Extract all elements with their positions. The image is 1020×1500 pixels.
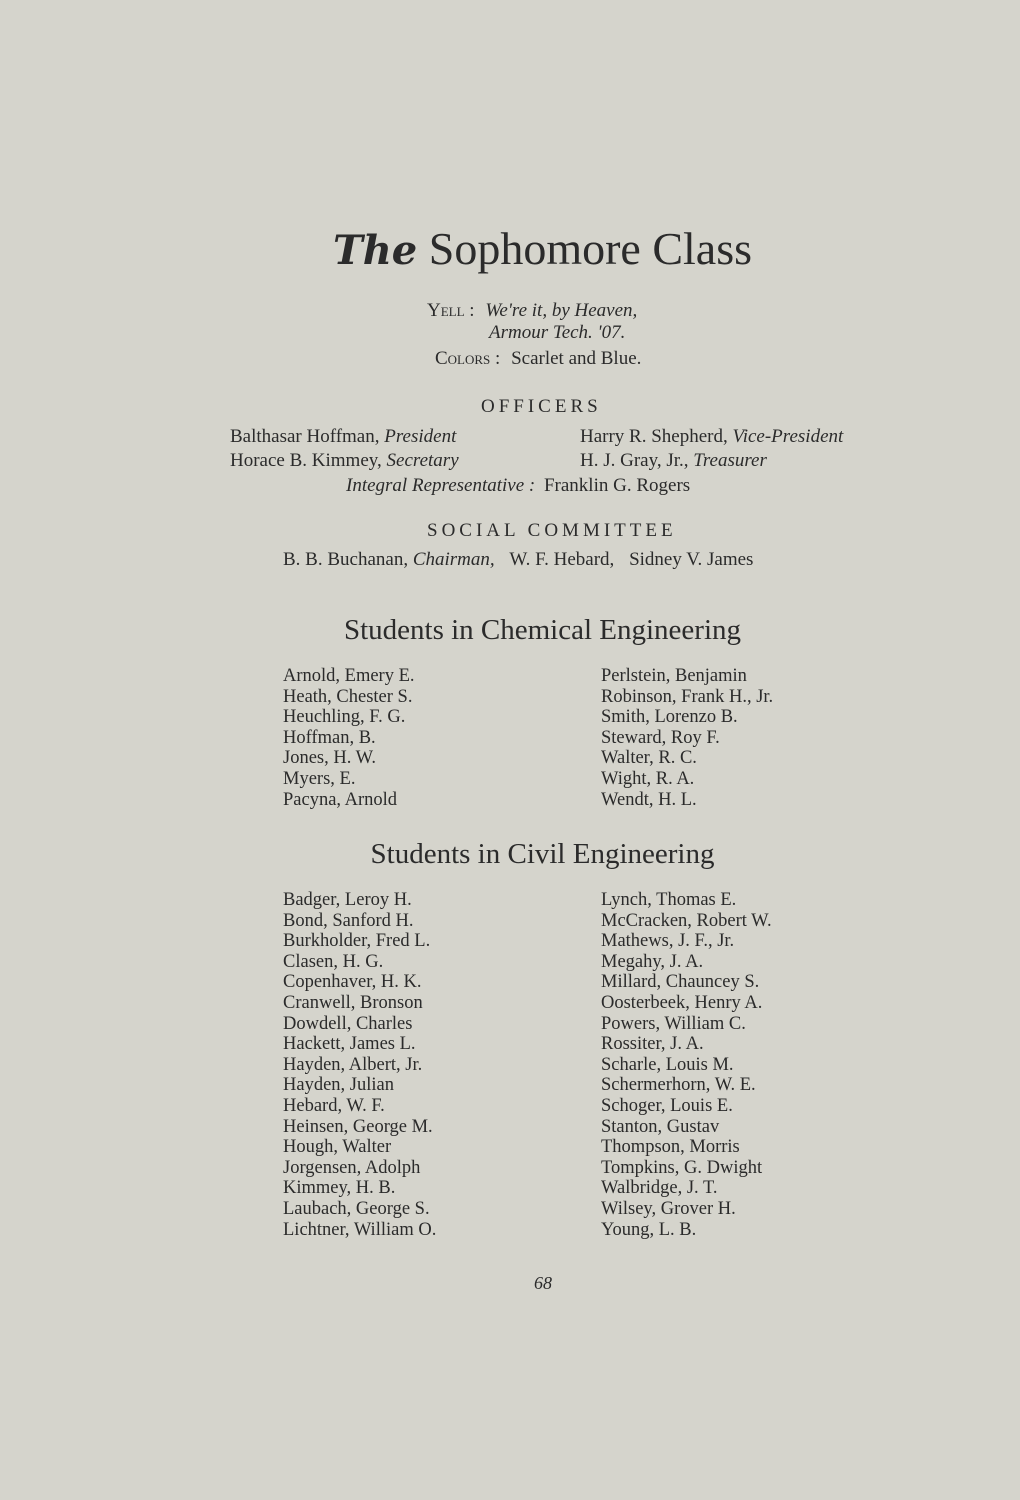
colors-value: Scarlet and Blue. <box>511 348 642 369</box>
student-name: Badger, Leroy H. <box>283 890 412 910</box>
student-name: Hackett, James L. <box>283 1034 416 1055</box>
yell <box>427 300 637 322</box>
student-name: Myers, E. <box>283 768 356 789</box>
student-name: Smith, Lorenzo B. <box>601 707 738 728</box>
colors-label: Colors : <box>435 348 501 369</box>
officer-role: President <box>384 426 457 447</box>
student-name: Lynch, Thomas E. <box>601 890 737 910</box>
student-name: Jones, H. W. <box>283 748 377 769</box>
civil-list-right <box>601 890 772 1240</box>
social-heading: SOCIAL COMMITTEE <box>427 520 677 541</box>
social-members <box>283 549 753 571</box>
page-number: 68 <box>534 1273 552 1293</box>
student-name: Clasen, H. G. <box>283 951 384 972</box>
colors <box>435 348 641 370</box>
civil-heading: Students in Civil Engineering <box>370 838 715 870</box>
student-name: Arnold, Emery E. <box>283 666 415 686</box>
student-name: Copenhaver, H. K. <box>283 972 422 993</box>
social-chair-role: Chairman, <box>412 549 495 570</box>
student-name: Oosterbeek, Henry A. <box>601 992 763 1013</box>
officer-president <box>230 426 456 448</box>
title-text: Sophomore Class <box>428 223 753 274</box>
officer-name: Harry R. Shepherd, <box>580 426 728 447</box>
student-name: Young, L. B. <box>601 1219 697 1240</box>
student-name: Hoffman, B. <box>283 727 376 748</box>
student-name: Steward, Roy F. <box>601 727 720 748</box>
student-name: Robinson, Frank H., Jr. <box>601 686 774 707</box>
social-member: W. F. Hebard, <box>509 549 615 570</box>
officer-name: Horace B. Kimmey, <box>230 450 382 471</box>
student-name: Jorgensen, Adolph <box>283 1157 421 1178</box>
officer-role: Integral Representative : <box>346 475 536 496</box>
student-name: Schermerhorn, W. E. <box>601 1075 756 1096</box>
student-name: Tompkins, G. Dwight <box>601 1157 763 1178</box>
officer-role: Secretary <box>386 450 459 471</box>
student-name: Cranwell, Bronson <box>283 992 423 1013</box>
student-name: Thompson, Morris <box>601 1137 740 1158</box>
student-name: Stanton, Gustav <box>601 1116 720 1137</box>
officer-treasurer <box>580 450 767 472</box>
student-name: Wendt, H. L. <box>601 789 697 810</box>
student-name: Laubach, George S. <box>283 1198 430 1219</box>
student-name: Schoger, Louis E. <box>601 1095 733 1116</box>
student-name: Bond, Sanford H. <box>283 910 414 931</box>
student-name: Wight, R. A. <box>601 768 695 789</box>
student-name: Heuchling, F. G. <box>283 707 406 728</box>
student-name: Walbridge, J. T. <box>601 1178 718 1199</box>
student-name: Pacyna, Arnold <box>283 789 398 810</box>
social-chair: B. B. Buchanan, <box>283 549 409 570</box>
student-name: Heath, Chester S. <box>283 686 413 707</box>
officer-integral <box>346 475 690 497</box>
title-prefix: The <box>332 227 418 274</box>
yell-line1: We're it, by Heaven, <box>485 300 638 321</box>
chemical-list-left <box>283 666 415 810</box>
officer-name: Balthasar Hoffman, <box>230 426 380 447</box>
student-name: Hayden, Julian <box>283 1075 394 1096</box>
student-name: Hough, Walter <box>283 1137 392 1158</box>
student-name: Millard, Chauncey S. <box>601 972 760 993</box>
student-name: Hayden, Albert, Jr. <box>283 1054 423 1075</box>
officers-heading: OFFICERS <box>481 396 602 417</box>
officer-role: Treasurer <box>693 450 767 471</box>
social-member: Sidney V. James <box>629 549 754 570</box>
officer-vice-president <box>580 426 843 448</box>
student-name: Hebard, W. F. <box>283 1095 385 1116</box>
yell-line2-wrap <box>489 322 625 344</box>
yell-label: Yell : <box>427 300 475 321</box>
student-name: Heinsen, George M. <box>283 1116 433 1137</box>
officer-name: H. J. Gray, Jr., <box>580 450 689 471</box>
student-name: Dowdell, Charles <box>283 1013 413 1034</box>
officer-role: Vice-President <box>732 426 844 447</box>
student-name: Kimmey, H. B. <box>283 1178 396 1199</box>
student-name: Wilsey, Grover H. <box>601 1198 736 1219</box>
chemical-list-right <box>601 666 773 810</box>
student-name: Perlstein, Benjamin <box>601 666 747 686</box>
student-name: Walter, R. C. <box>601 748 697 769</box>
yell-line2: Armour Tech. '07. <box>489 322 626 343</box>
page-title <box>0 222 1020 275</box>
civil-list-left <box>283 890 436 1240</box>
student-name: Lichtner, William O. <box>283 1219 437 1240</box>
student-name: Scharle, Louis M. <box>601 1054 734 1075</box>
student-name: McCracken, Robert W. <box>601 910 772 931</box>
officer-name: Franklin G. Rogers <box>543 475 691 496</box>
chemical-heading: Students in Chemical Engineering <box>343 614 742 646</box>
student-name: Mathews, J. F., Jr. <box>601 931 735 952</box>
student-name: Rossiter, J. A. <box>601 1034 704 1055</box>
student-name: Megahy, J. A. <box>601 951 704 972</box>
student-name: Burkholder, Fred L. <box>283 931 431 952</box>
officer-secretary <box>230 450 459 472</box>
student-name: Powers, William C. <box>601 1013 746 1034</box>
